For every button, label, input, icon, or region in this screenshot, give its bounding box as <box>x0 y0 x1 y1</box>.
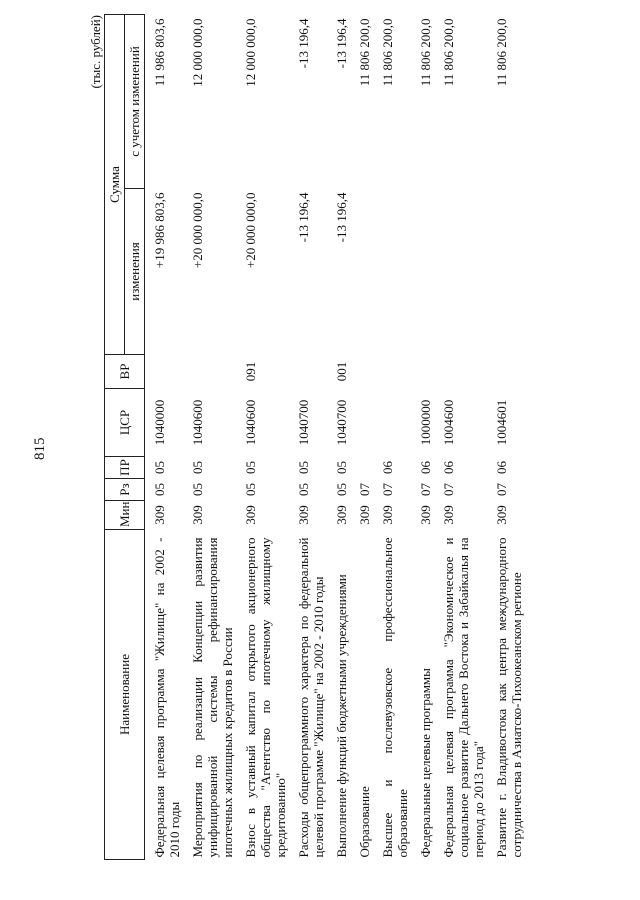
row-pr: 05 <box>334 461 349 474</box>
row-csr: 1040600 <box>243 399 258 446</box>
row-min: 309 <box>357 505 372 525</box>
header-csr: ЦСР <box>105 389 145 457</box>
row-change <box>434 189 487 355</box>
row-name: Образование <box>357 786 372 858</box>
row-csr: 1040000 <box>152 399 167 446</box>
table-header <box>105 15 145 860</box>
row-min: 309 <box>494 505 509 525</box>
row-rz: 07 <box>418 483 433 496</box>
row-csr: 1004600 <box>441 399 456 446</box>
row-csr: 1040600 <box>190 399 205 446</box>
row-change: +20 000 000,0 <box>190 192 205 269</box>
header-pr: ПР <box>105 457 145 479</box>
row-name: Высшее и послевузовское профессиональное образование <box>380 537 410 858</box>
row-min: 309 <box>152 505 167 525</box>
row-name: Взнос в уставный капитал открытого акционерного общества "Агентство по ипотечному жилищному кредитованию" <box>243 537 288 858</box>
row-vr <box>487 355 525 389</box>
row-total: -13 196,4 <box>296 18 311 69</box>
row-vr <box>183 355 236 389</box>
row-rz: 05 <box>334 483 349 496</box>
row-pr: 06 <box>441 461 456 474</box>
row-min: 309 <box>190 505 205 525</box>
header-change: изменения <box>125 189 145 355</box>
row-rz: 07 <box>357 483 372 496</box>
row-pr: 05 <box>243 461 258 474</box>
row-csr: 1000000 <box>418 399 433 446</box>
table-row <box>145 15 184 860</box>
row-name: Федеральная целевая программа "Жилище" на 2002 - 2010 годы <box>152 537 182 858</box>
header-sum: Сумма <box>105 15 125 355</box>
table-row <box>434 15 487 860</box>
row-min: 309 <box>441 505 456 525</box>
table-row <box>236 15 289 860</box>
row-rz: 05 <box>190 483 205 496</box>
row-csr: 1040700 <box>334 399 349 446</box>
row-total: 12 000 000,0 <box>243 18 258 87</box>
row-vr: 091 <box>243 361 258 382</box>
row-change: +19 986 803,6 <box>152 192 167 269</box>
row-min: 309 <box>418 505 433 525</box>
row-pr: 06 <box>380 461 395 474</box>
row-vr <box>434 355 487 389</box>
header-rz: Рз <box>105 479 145 501</box>
header-min: Мин <box>105 501 145 530</box>
table-row <box>373 15 411 860</box>
row-min: 309 <box>243 505 258 525</box>
row-change: -13 196,4 <box>296 192 311 243</box>
row-name: Развитие г. Владивостока как центра международного сотрудничества в Азиатско-Тихоокеанском регионе <box>494 537 524 858</box>
table-row <box>350 15 373 860</box>
row-name: Мероприятия по реализации Концепции развития унифицированной системы рефинансирования ипотечных жилищных кредитов в России <box>190 537 235 858</box>
row-rz: 05 <box>296 483 311 496</box>
row-rz: 07 <box>380 483 395 496</box>
row-min: 309 <box>296 505 311 525</box>
row-min: 309 <box>380 505 395 525</box>
row-change <box>373 189 411 355</box>
row-change: -13 196,4 <box>334 192 349 243</box>
row-total: 11 806 200,0 <box>441 18 456 87</box>
row-csr: 1004601 <box>494 399 509 446</box>
table-row <box>183 15 236 860</box>
row-rz: 05 <box>243 483 258 496</box>
row-pr: 06 <box>494 461 509 474</box>
row-pr <box>350 457 373 479</box>
row-vr <box>350 355 373 389</box>
row-csr <box>350 389 373 457</box>
table-row <box>411 15 434 860</box>
row-pr: 06 <box>418 461 433 474</box>
page-number: 815 <box>32 437 48 460</box>
row-vr <box>411 355 434 389</box>
header-name: Наименование <box>105 530 145 860</box>
row-pr: 05 <box>152 461 167 474</box>
row-pr: 05 <box>190 461 205 474</box>
row-total: 11 806 200,0 <box>357 18 372 87</box>
row-csr: 1040700 <box>296 399 311 446</box>
table-body <box>145 15 526 860</box>
table-row <box>327 15 350 860</box>
row-total: -13 196,4 <box>334 18 349 69</box>
budget-table <box>104 14 525 860</box>
row-name: Федеральная целевая программа "Экономическое и социальное развитие Дальнего Востока и Забайкалья на период до 2013 года" <box>441 537 486 858</box>
table-row <box>487 15 525 860</box>
row-pr: 05 <box>296 461 311 474</box>
row-total: 11 986 803,6 <box>152 18 167 87</box>
row-csr <box>373 389 411 457</box>
row-total: 11 806 200,0 <box>380 18 395 87</box>
header-vr: ВР <box>105 355 145 389</box>
row-rz: 05 <box>152 483 167 496</box>
row-change <box>350 189 373 355</box>
row-total: 12 000 000,0 <box>190 18 205 87</box>
row-vr <box>145 355 184 389</box>
row-min: 309 <box>334 505 349 525</box>
row-change <box>411 189 434 355</box>
row-vr <box>289 355 327 389</box>
row-vr: 001 <box>334 361 349 382</box>
row-change <box>487 189 525 355</box>
row-name: Выполнение функций бюджетными учреждениями <box>334 574 349 858</box>
row-rz: 07 <box>441 483 456 496</box>
row-vr <box>373 355 411 389</box>
row-name: Расходы общепрограммного характера по федеральной целевой программе "Жилище" на 2002 - 2010 годы <box>296 537 326 858</box>
rotated-page <box>88 15 608 860</box>
units-label: (тыс. рублей) <box>88 15 103 89</box>
row-change: +20 000 000,0 <box>243 192 258 269</box>
row-total: 11 806 200,0 <box>418 18 433 87</box>
row-name: Федеральные целевые программы <box>418 668 433 858</box>
row-rz: 07 <box>494 483 509 496</box>
row-total: 11 806 200,0 <box>494 18 509 87</box>
header-with-change: с учетом изменений <box>125 15 145 189</box>
table-row <box>289 15 327 860</box>
